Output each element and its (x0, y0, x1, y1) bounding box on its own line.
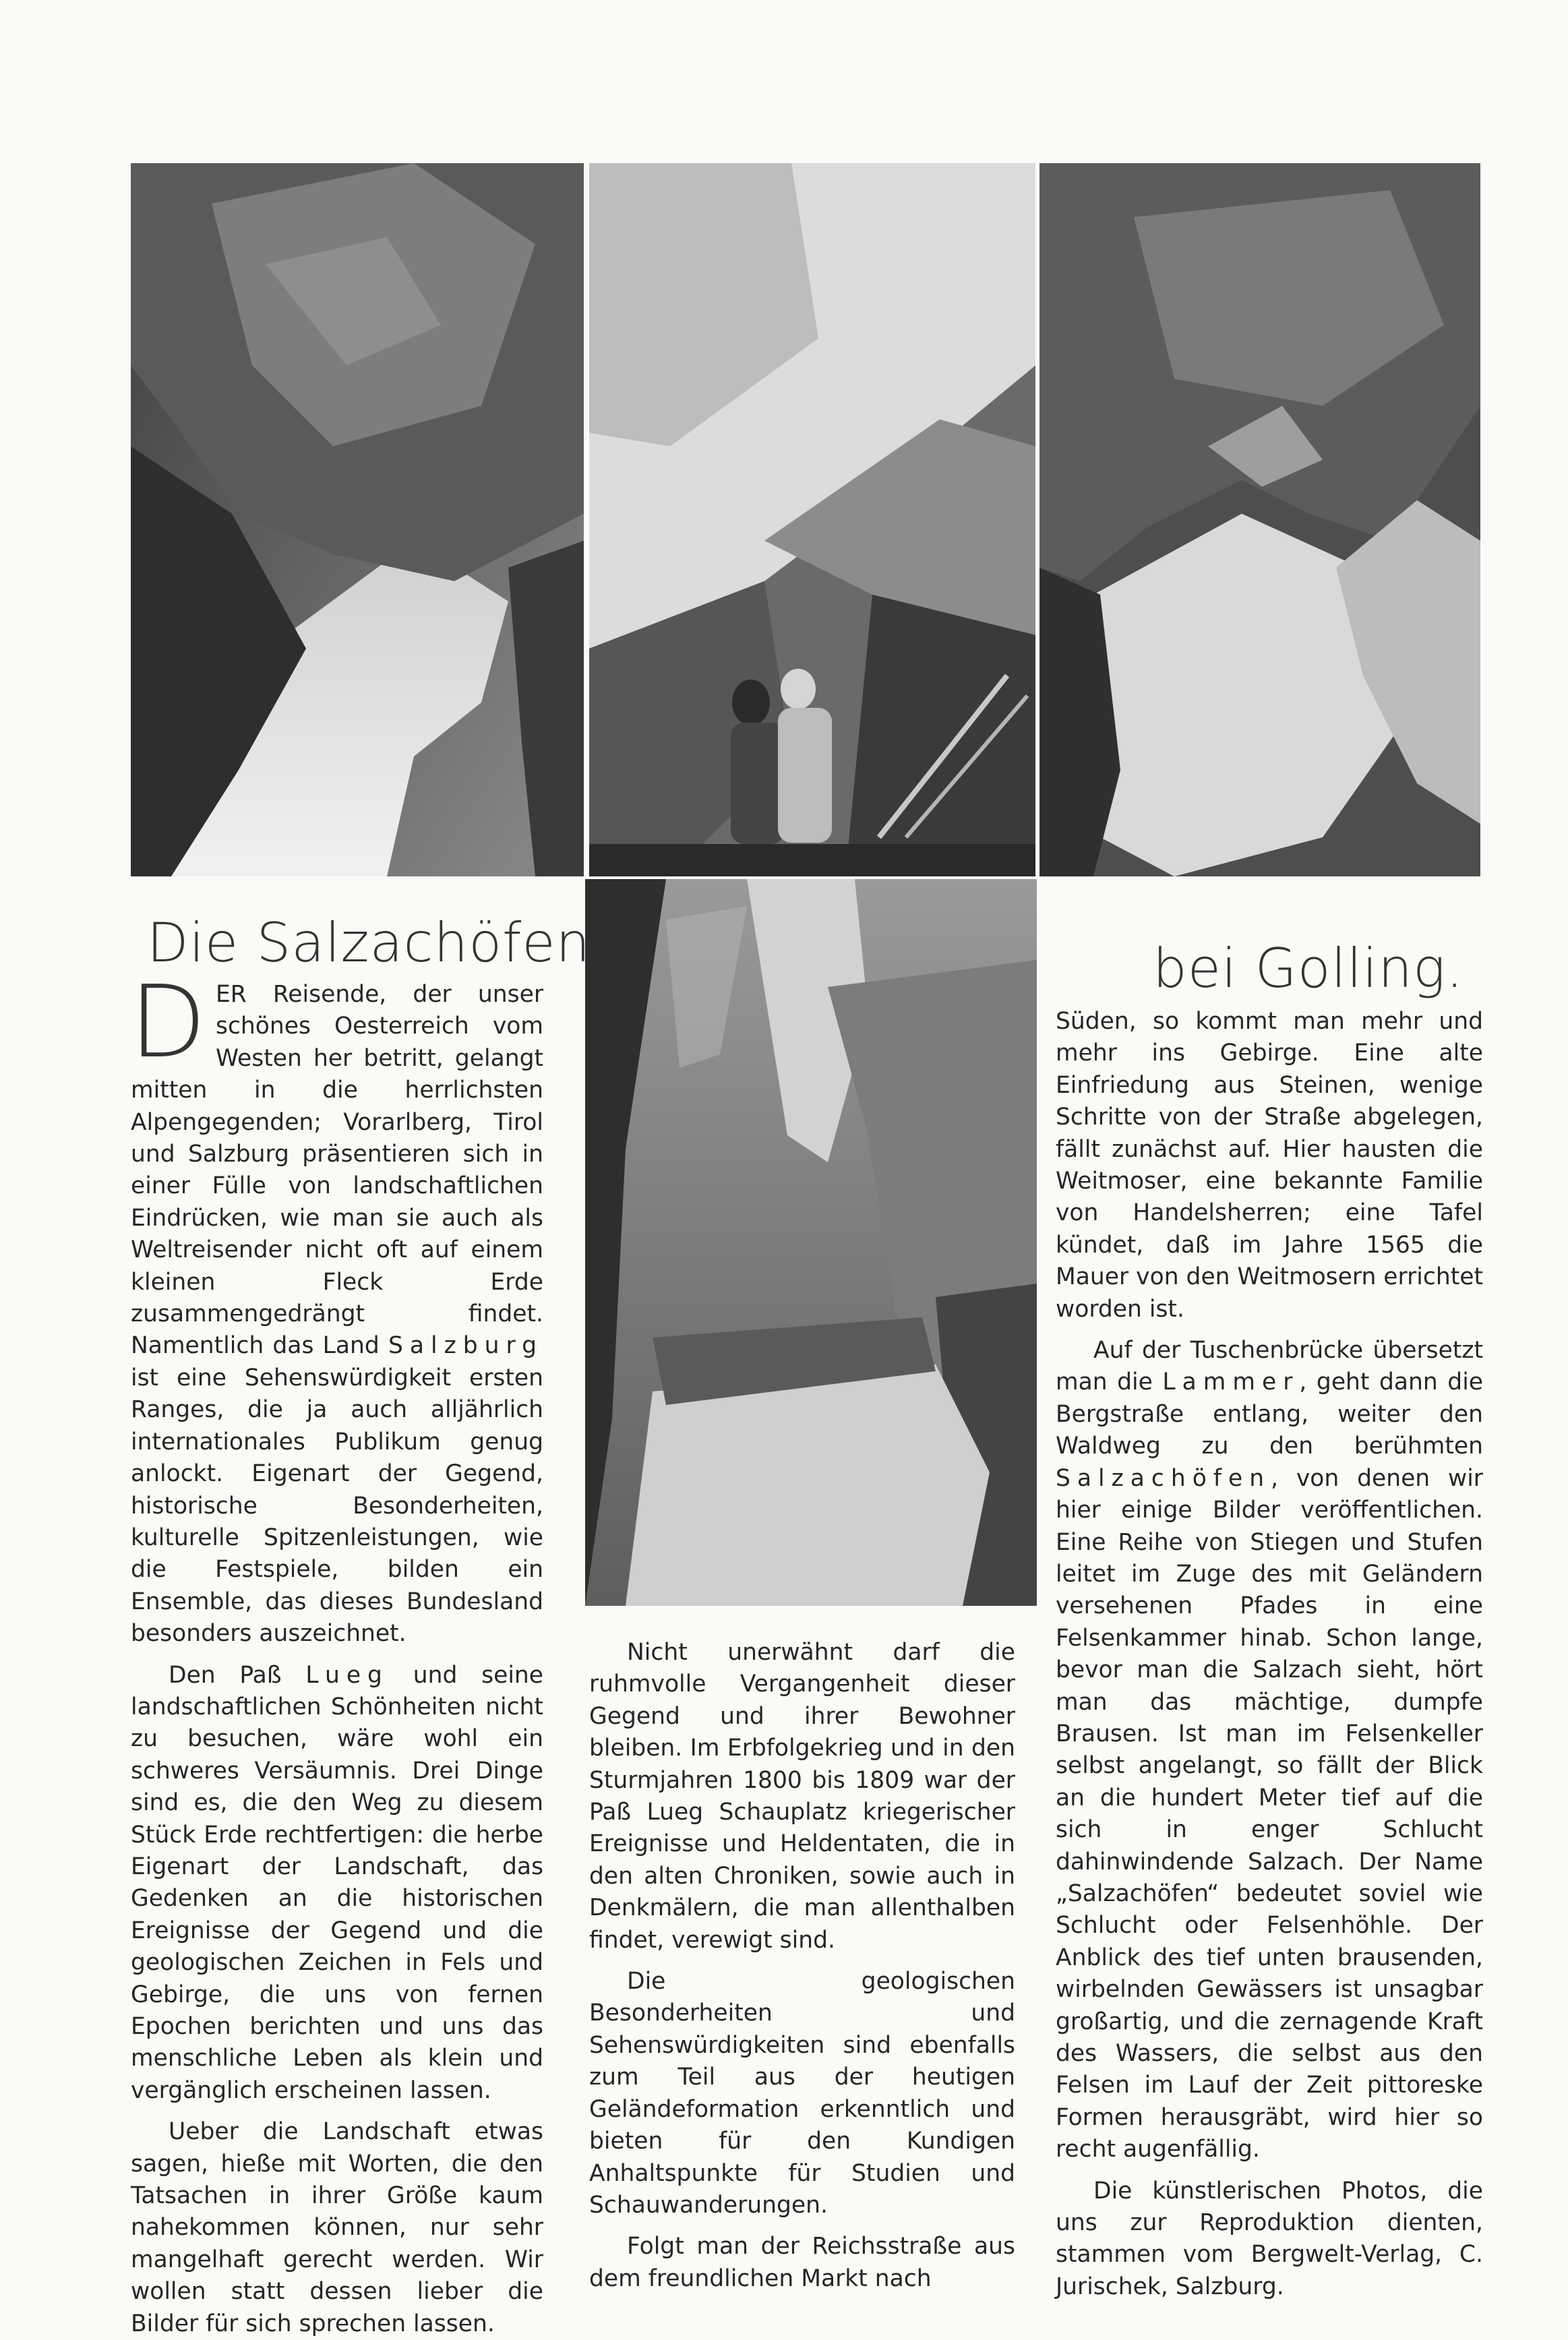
paragraph: Die geologischen Besonderheiten und Sehenswürdigkeiten sind ebenfalls zum Teil aus der heutigen Geländeformation erkenntlich und bieten für den Kundigen Anhaltspunkte für Studien und Schauwanderungen. (589, 1968, 1015, 2219)
paragraph: Süden, so kommt man mehr und mehr ins Gebirge. Eine alte Einfriedung aus Steinen, wenige Schritte von der Straße abgelegen, fällt zunächst auf. Hier hausten die Weitmoser, eine bekannte Familie von Handelsherren; eine Tafel kündet, daß im Jahre 1565 die Mauer von den Weitmosern errichtet worden ist. (1056, 1008, 1483, 1323)
paragraph: Nicht unerwähnt darf die ruhmvolle Vergangenheit dieser Gegend und ihrer Bewohner bleiben. Im Erbfolgekrieg und in den Sturmjahren 1800 bis 1809 war der Paß Lueg Schauplatz kriegerischer Ereignisse und Heldentaten, die in den alten Chroniken, sowie auch in Denkmälern, die man allenthalben findet, verewigt sind. (589, 1639, 1015, 1954)
paragraph: Ueber die Landschaft etwas sagen, hieße mit Worten, die den Tatsachen in ihrer Größe kaum nahekommen können, nur sehr mangelhaft gerecht werden. Wir wollen statt dessen lieber die Bilder für sich sprechen lassen. (131, 2118, 543, 2337)
paragraph: DER Reisende, der unser schönes Oesterreich vom Westen her betritt, gelangt mitten in die herrlichsten Alpengegenden; Vorarlberg, Tirol und Salzburg präsentieren sich in einer Fülle von landschaftlichen Eindrücken, wie man sie auch als Weltreisender nicht oft auf einem kleinen Fleck Erde zusammengedrängt findet. Namentlich das Land Salzburg ist eine Sehenswürdigkeit ersten Ranges, die ja auch alljährlich internationales Publikum genug anlockt. Eigenart der Gegend, historische Besonderheiten, kulturelle Spitzenleistungen, wie die Festspiele, bilden ein Ensemble, das dieses Bundesland besonders auszeichnet. (129, 964, 543, 1648)
paragraph: Den Paß Lueg und seine landschaftlichen Schönheiten nicht zu besuchen, wäre wohl ein schweres Versäumnis. Drei Dinge sind es, die den Weg zu diesem Stück Erde rechtfertigen: die herbe Eigenart der Landschaft, das Gedenken an die historischen Ereignisse der Gegend und die geologischen Zeichen in Fels und Gebirge, die uns von fernen Epochen berichten und uns das menschliche Leben als klein und vergänglich erscheinen lassen. (131, 1661, 544, 2104)
paragraph: Folgt man der Reichsstraße aus dem freundlichen Markt nach (589, 2233, 1015, 2292)
drop-cap: D (129, 964, 206, 1080)
headline-left: Die Salzachöfen (147, 911, 591, 974)
paragraph: Auf der Tuschenbrücke übersetzt man die Lammer, geht dann die Bergstraße entlang, weiter den Waldweg zu den berühmten Salzachöfen, von denen wir hier einige Bilder veröffentlichen. Eine Reihe von Stiegen und Stufen leitet im Zuge des mit Geländern versehenen Pfades in eine Felsenkammer hinab. Schon lange, bevor man die Salzach sieht, hört man das mächtige, dumpfe Brausen. Ist man im Felsenkeller selbst angelangt, so fällt der Blick an die hundert Meter tief auf die sich in enger Schlucht dahinwindende Salzach. Der Name „Salzachöfen“ bedeutet soviel wie Schlucht oder Felsenhöhle. Der Anblick des tief unten brausenden, wirbelnden Gewässers ist unsagbar großartig, und die zernagende Kraft des Wassers, die selbst aus den Felsen im Lauf der Zeit pittoreske Formen herausgräbt, wird hier so recht augenfällig. (1056, 1337, 1484, 2163)
gorge-photo-top-right (1039, 163, 1480, 876)
headline-right: bei Golling. (1153, 937, 1464, 1000)
gorge-photo-top-left (131, 163, 584, 876)
text-column-1 (129, 964, 544, 2340)
paragraph: Die künstlerischen Photos, die uns zur Reproduktion dienten, stammen vom Bergwelt-Verlag, C. Jurischek, Salzburg. (1056, 2177, 1483, 2300)
text-column-2 (589, 1637, 1015, 2295)
gorge-photo-top-center (589, 163, 1035, 876)
gorge-photo-bottom-center (585, 879, 1037, 1606)
text-column-3 (1056, 1006, 1483, 2303)
